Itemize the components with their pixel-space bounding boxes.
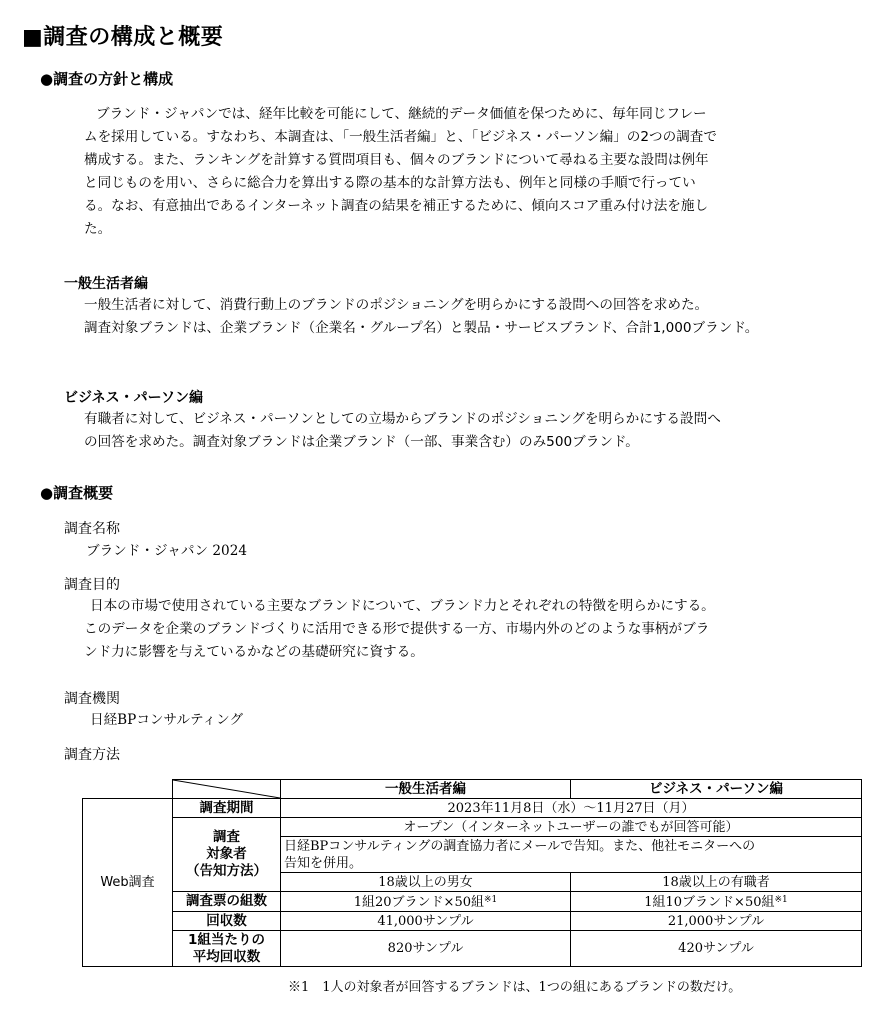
sets-consumer-footnote-mark: ※1 bbox=[483, 895, 498, 905]
table-corner-empty bbox=[83, 780, 173, 799]
avg-label-line: 平均回収数 bbox=[192, 948, 261, 965]
avg-consumer-value: 820サンプル bbox=[281, 931, 571, 967]
policy-line: る。なお、有意抽出であるインターネット調査の結果を補正するために、傾向スコア重み付け法を施し bbox=[84, 198, 709, 214]
policy-line: 構成する。また、ランキングを計算する質問項目も、個々のブランドについて尋ねる主要な設問は例年 bbox=[84, 152, 709, 168]
consumer-line: 一般生活者に対して、消費行動上のブランドのポジショニングを明らかにする設問への回答を求めた。 bbox=[84, 297, 709, 313]
sets-business-footnote-mark: ※1 bbox=[774, 895, 788, 905]
target-open-value: オープン（インターネットユーザーの誰でもが回答可能） bbox=[281, 818, 862, 837]
business-paragraph bbox=[84, 408, 721, 454]
business-line: 有職者に対して、ビジネス・パーソンとしての立場からブランドのポジショニングを明らかにする設問へ bbox=[84, 411, 721, 427]
responses-consumer-value: 41,000サンプル bbox=[281, 912, 571, 931]
period-value: 2023年11月8日（水）～11月27日（月） bbox=[281, 799, 862, 818]
policy-line: ブランド・ジャパンでは、経年比較を可能にして、継続的データ価値を保つために、毎年同じフレー bbox=[96, 106, 707, 122]
purpose-line: ンド力に影響を与えているかなどの基礎研究に資する。 bbox=[84, 644, 424, 660]
sets-label: 調査票の組数 bbox=[173, 892, 281, 912]
responses-business-value: 21,000サンプル bbox=[571, 912, 862, 931]
survey-org-value: 日経BPコンサルティング bbox=[90, 712, 244, 728]
target-label-line: 調査 bbox=[213, 829, 240, 845]
survey-name-label: 調査名称 bbox=[64, 521, 120, 537]
target-label bbox=[173, 818, 281, 892]
survey-purpose-paragraph bbox=[84, 595, 715, 664]
consumer-heading: 一般生活者編 bbox=[64, 276, 148, 292]
target-business-value: 18歳以上の有職者 bbox=[571, 873, 862, 892]
period-label: 調査期間 bbox=[173, 799, 281, 818]
survey-org-label: 調査機関 bbox=[64, 691, 120, 707]
policy-paragraph bbox=[84, 103, 717, 241]
target-notice-value bbox=[281, 837, 862, 873]
purpose-line: このデータを企業のブランドづくりに活用できる形で提供する一方、市場内外のどのような事柄がブラ bbox=[84, 621, 710, 637]
overview-heading: ●調査概要 bbox=[40, 484, 114, 502]
consumer-line: 調査対象ブランドは、企業ブランド（企業名・グループ名）と製品・サービスブランド、合計1,000ブランド。 bbox=[84, 320, 759, 336]
sets-consumer-value bbox=[281, 892, 571, 912]
table-footnote: ※1 1人の対象者が回答するブランドは、1つの組にあるブランドの数だけ。 bbox=[288, 980, 742, 995]
avg-label-line: 1組当たりの bbox=[188, 931, 265, 948]
avg-label bbox=[173, 931, 281, 967]
business-line: の回答を求めた。調査対象ブランドは企業ブランド（一部、事業含む）のみ500ブランド。 bbox=[84, 434, 639, 450]
purpose-line: 日本の市場で使用されている主要なブランドについて、ブランド力とそれぞれの特徴を明らかにする。 bbox=[90, 598, 715, 614]
target-label-line: （告知方法） bbox=[186, 863, 267, 879]
avg-business-value: 420サンプル bbox=[571, 931, 862, 967]
column-header-business: ビジネス・パーソン編 bbox=[571, 780, 862, 799]
policy-heading: ●調査の方針と構成 bbox=[40, 70, 174, 88]
web-survey-label: Web調査 bbox=[83, 799, 173, 967]
column-header-consumer: 一般生活者編 bbox=[281, 780, 571, 799]
target-consumer-value: 18歳以上の男女 bbox=[281, 873, 571, 892]
survey-method-label: 調査方法 bbox=[64, 747, 120, 763]
target-notice-line: 日経BPコンサルティングの調査協力者にメールで告知。また、他社モニターへの bbox=[284, 838, 756, 854]
sets-business-text: 1組10ブランド×50組 bbox=[644, 895, 775, 910]
table-corner-diagonal bbox=[173, 780, 281, 799]
business-heading: ビジネス・パーソン編 bbox=[64, 390, 204, 406]
target-notice-line: 告知を併用。 bbox=[284, 855, 363, 871]
survey-purpose-label: 調査目的 bbox=[64, 577, 120, 593]
sets-business-value bbox=[571, 892, 862, 912]
survey-method-table bbox=[82, 779, 862, 967]
policy-line: ムを採用している。すなわち、本調査は、「一般生活者編」と、「ビジネス・パーソン編」の2つの調査で bbox=[84, 129, 717, 145]
responses-label: 回収数 bbox=[173, 912, 281, 931]
survey-name-value: ブランド・ジャパン 2024 bbox=[86, 543, 247, 559]
target-label-line: 対象者 bbox=[206, 846, 247, 862]
policy-line: と同じものを用い、さらに総合力を算出する際の基本的な計算方法も、例年と同様の手順で行ってい bbox=[84, 175, 696, 191]
consumer-paragraph bbox=[84, 294, 758, 340]
sets-consumer-text: 1組20ブランド×50組 bbox=[353, 895, 484, 910]
policy-line: た。 bbox=[84, 221, 112, 237]
page-title: ■調査の構成と概要 bbox=[22, 25, 224, 50]
